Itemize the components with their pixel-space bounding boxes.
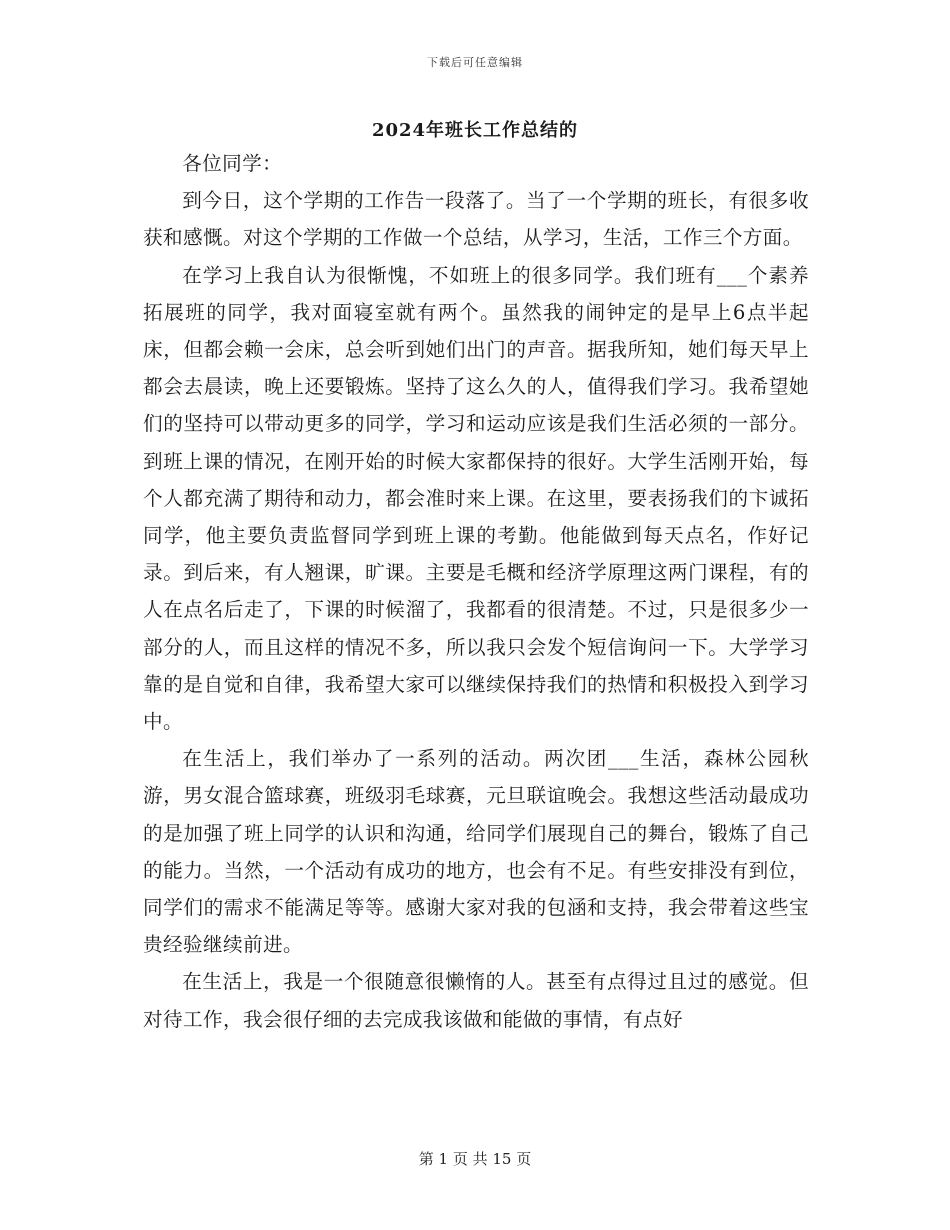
page-indicator: 第 1 页 共 15 页 — [418, 1150, 532, 1168]
salutation: 各位同学： — [182, 152, 283, 175]
paragraph-3: 在生活上，我们举办了一系列的活动。两次团___生活，森林公园秋游，男女混合篮球赛，班级羽毛球赛，元旦联谊晚会。我想这些活动最成功的是加强了班上同学的认识和沟通，给同学们展现自己的舞台，锻炼了自己的能力。当然，一个活动有成功的地方，也会有不足。有些安排没有到位，同学们的需求不能满足等等。感谢大家对我的包涵和支持，我会带着这些宝贵经验继续前进。 — [143, 747, 809, 957]
paragraph-2: 在学习上我自认为很惭愧，不如班上的很多同学。我们班有___个素养拓展班的同学，我对面寝室就有两个。虽然我的闹钟定的是早上6点半起床，但都会赖一会床，总会听到她们出门的声音。据我所知，她们每天早上都会去晨读，晚上还要锻炼。坚持了这么久的人，值得我们学习。我希望她们的坚持可以带动更多的同学，学习和运动应该是我们生活必须的一部分。到班上课的情况，在刚开始的时候大家都保持的很好。大学生活刚开始，每个人都充满了期待和动力，都会准时来上课。在这里，要表扬我们的卞诚拓同学，他主要负责监督同学到班上课的考勤。他能做到每天点名，作好记录。到后来，有人翘课，旷课。主要是毛概和经济学原理这两门课程，有的人在点名后走了，下课的时候溜了，我都看的很清楚。不过，只是很多少一部分的人，而且这样的情况不多，所以我只会发个短信询问一下。大学学习靠的是自觉和自律，我希望大家可以继续保持我们的热情和积极投入到学习中。 — [143, 263, 809, 734]
document-body — [143, 145, 809, 1038]
document-title: 2024年班长工作总结的 — [371, 120, 579, 141]
header-note: 下载后可任意编辑 — [427, 56, 523, 69]
paragraph-1: 到今日，这个学期的工作告一段落了。当了一个学期的班长，有很多收获和感慨。对这个学期的工作做一个总结，从学习，生活，工作三个方面。 — [143, 189, 809, 250]
paragraph-4: 在生活上，我是一个很随意很懒惰的人。甚至有点得过且过的感觉。但对待工作，我会很仔细的去完成我该做和能做的事情，有点好 — [143, 970, 809, 1031]
